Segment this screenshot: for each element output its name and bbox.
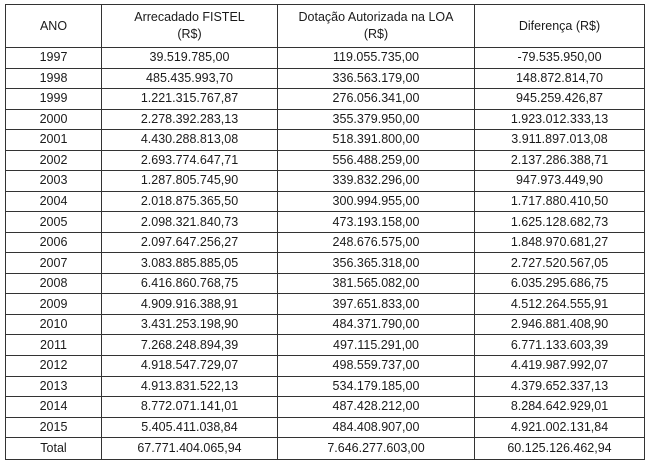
header-arrecadado-line1: Arrecadado FISTEL bbox=[134, 10, 245, 24]
table-row bbox=[6, 130, 645, 151]
total-row bbox=[6, 438, 645, 460]
cell-diferenca: 4.921.002.131,84 bbox=[475, 417, 645, 438]
table-row bbox=[6, 335, 645, 356]
header-dotacao-line1: Dotação Autorizada na LOA bbox=[298, 10, 454, 24]
cell-diferenca: 1.717.880.410,50 bbox=[475, 191, 645, 212]
header-row bbox=[6, 5, 645, 48]
cell-arrecadado: 3.431.253.198,90 bbox=[102, 314, 278, 335]
cell-diferenca: 1.848.970.681,27 bbox=[475, 232, 645, 253]
cell-dotacao: 355.379.950,00 bbox=[278, 109, 475, 130]
cell-arrecadado: 485.435.993,70 bbox=[102, 68, 278, 89]
cell-diferenca: 2.137.286.388,71 bbox=[475, 150, 645, 171]
cell-diferenca: 2.727.520.567,05 bbox=[475, 253, 645, 274]
header-arrecadado bbox=[102, 5, 278, 48]
table-row bbox=[6, 68, 645, 89]
cell-ano: 2001 bbox=[6, 130, 102, 151]
table-row bbox=[6, 253, 645, 274]
cell-diferenca: 6.035.295.686,75 bbox=[475, 273, 645, 294]
cell-arrecadado: 2.097.647.256,27 bbox=[102, 232, 278, 253]
cell-ano: 2013 bbox=[6, 376, 102, 397]
cell-dotacao: 276.056.341,00 bbox=[278, 89, 475, 110]
header-arrecadado-line2: (R$) bbox=[177, 27, 202, 41]
cell-ano: 2014 bbox=[6, 397, 102, 418]
cell-dotacao: 498.559.737,00 bbox=[278, 355, 475, 376]
cell-dotacao: 397.651.833,00 bbox=[278, 294, 475, 315]
table-row bbox=[6, 314, 645, 335]
cell-ano: 1997 bbox=[6, 48, 102, 69]
table-row bbox=[6, 109, 645, 130]
cell-arrecadado: 3.083.885.885,05 bbox=[102, 253, 278, 274]
cell-dotacao: 339.832.296,00 bbox=[278, 171, 475, 192]
table-row bbox=[6, 150, 645, 171]
table-row bbox=[6, 89, 645, 110]
table-row bbox=[6, 417, 645, 438]
cell-arrecadado: 6.416.860.768,75 bbox=[102, 273, 278, 294]
cell-ano: 2007 bbox=[6, 253, 102, 274]
header-dotacao-line2: (R$) bbox=[363, 27, 389, 41]
cell-diferenca: 8.284.642.929,01 bbox=[475, 397, 645, 418]
cell-arrecadado: 7.268.248.894,39 bbox=[102, 335, 278, 356]
cell-arrecadado: 4.913.831.522,13 bbox=[102, 376, 278, 397]
cell-dotacao: 534.179.185,00 bbox=[278, 376, 475, 397]
fistel-table-container bbox=[5, 4, 644, 460]
table-row bbox=[6, 232, 645, 253]
cell-diferenca: -79.535.950,00 bbox=[475, 48, 645, 69]
cell-diferenca: 148.872.814,70 bbox=[475, 68, 645, 89]
cell-ano: 2003 bbox=[6, 171, 102, 192]
cell-dotacao: 518.391.800,00 bbox=[278, 130, 475, 151]
cell-arrecadado: 4.918.547.729,07 bbox=[102, 355, 278, 376]
cell-arrecadado: 4.909.916.388,91 bbox=[102, 294, 278, 315]
total-label: Total bbox=[6, 438, 102, 460]
header-ano bbox=[6, 5, 102, 48]
header-ano-label: ANO bbox=[39, 18, 68, 33]
header-diferenca bbox=[475, 5, 645, 48]
cell-ano: 2000 bbox=[6, 109, 102, 130]
cell-dotacao: 473.193.158,00 bbox=[278, 212, 475, 233]
cell-diferenca: 1.923.012.333,13 bbox=[475, 109, 645, 130]
table-header bbox=[6, 5, 645, 48]
table-row bbox=[6, 191, 645, 212]
header-dotacao bbox=[278, 5, 475, 48]
cell-ano: 1998 bbox=[6, 68, 102, 89]
cell-arrecadado: 5.405.411.038,84 bbox=[102, 417, 278, 438]
cell-dotacao: 484.408.907,00 bbox=[278, 417, 475, 438]
table-row bbox=[6, 273, 645, 294]
fistel-revenue-table bbox=[5, 4, 645, 460]
cell-ano: 2006 bbox=[6, 232, 102, 253]
cell-ano: 2002 bbox=[6, 150, 102, 171]
cell-ano: 2015 bbox=[6, 417, 102, 438]
cell-dotacao: 336.563.179,00 bbox=[278, 68, 475, 89]
cell-arrecadado: 2.278.392.283,13 bbox=[102, 109, 278, 130]
cell-arrecadado: 8.772.071.141,01 bbox=[102, 397, 278, 418]
cell-diferenca: 4.419.987.992,07 bbox=[475, 355, 645, 376]
table-body bbox=[6, 48, 645, 460]
cell-diferenca: 4.512.264.555,91 bbox=[475, 294, 645, 315]
cell-arrecadado: 39.519.785,00 bbox=[102, 48, 278, 69]
cell-ano: 2012 bbox=[6, 355, 102, 376]
cell-arrecadado: 1.287.805.745,90 bbox=[102, 171, 278, 192]
cell-ano: 1999 bbox=[6, 89, 102, 110]
table-row bbox=[6, 171, 645, 192]
cell-dotacao: 356.365.318,00 bbox=[278, 253, 475, 274]
header-diferenca-label: Diferença (R$) bbox=[518, 18, 601, 33]
cell-ano: 2008 bbox=[6, 273, 102, 294]
cell-arrecadado: 1.221.315.767,87 bbox=[102, 89, 278, 110]
table-row bbox=[6, 355, 645, 376]
cell-dotacao: 484.371.790,00 bbox=[278, 314, 475, 335]
table-row bbox=[6, 376, 645, 397]
cell-diferenca: 3.911.897.013,08 bbox=[475, 130, 645, 151]
table-row bbox=[6, 397, 645, 418]
cell-dotacao: 497.115.291,00 bbox=[278, 335, 475, 356]
cell-arrecadado: 2.098.321.840,73 bbox=[102, 212, 278, 233]
cell-diferenca: 6.771.133.603,39 bbox=[475, 335, 645, 356]
cell-dotacao: 300.994.955,00 bbox=[278, 191, 475, 212]
cell-ano: 2009 bbox=[6, 294, 102, 315]
cell-ano: 2004 bbox=[6, 191, 102, 212]
cell-diferenca: 4.379.652.337,13 bbox=[475, 376, 645, 397]
cell-dotacao: 248.676.575,00 bbox=[278, 232, 475, 253]
cell-diferenca: 945.259.426,87 bbox=[475, 89, 645, 110]
cell-ano: 2005 bbox=[6, 212, 102, 233]
cell-arrecadado: 4.430.288.813,08 bbox=[102, 130, 278, 151]
table-row bbox=[6, 212, 645, 233]
table-row bbox=[6, 48, 645, 69]
cell-arrecadado: 2.018.875.365,50 bbox=[102, 191, 278, 212]
cell-diferenca: 1.625.128.682,73 bbox=[475, 212, 645, 233]
cell-diferenca: 947.973.449,90 bbox=[475, 171, 645, 192]
total-diferenca: 60.125.126.462,94 bbox=[475, 438, 645, 460]
cell-dotacao: 487.428.212,00 bbox=[278, 397, 475, 418]
table-row bbox=[6, 294, 645, 315]
cell-ano: 2010 bbox=[6, 314, 102, 335]
cell-dotacao: 381.565.082,00 bbox=[278, 273, 475, 294]
cell-dotacao: 556.488.259,00 bbox=[278, 150, 475, 171]
total-dotacao: 7.646.277.603,00 bbox=[278, 438, 475, 460]
cell-arrecadado: 2.693.774.647,71 bbox=[102, 150, 278, 171]
cell-dotacao: 119.055.735,00 bbox=[278, 48, 475, 69]
cell-ano: 2011 bbox=[6, 335, 102, 356]
cell-diferenca: 2.946.881.408,90 bbox=[475, 314, 645, 335]
total-arrecadado: 67.771.404.065,94 bbox=[102, 438, 278, 460]
